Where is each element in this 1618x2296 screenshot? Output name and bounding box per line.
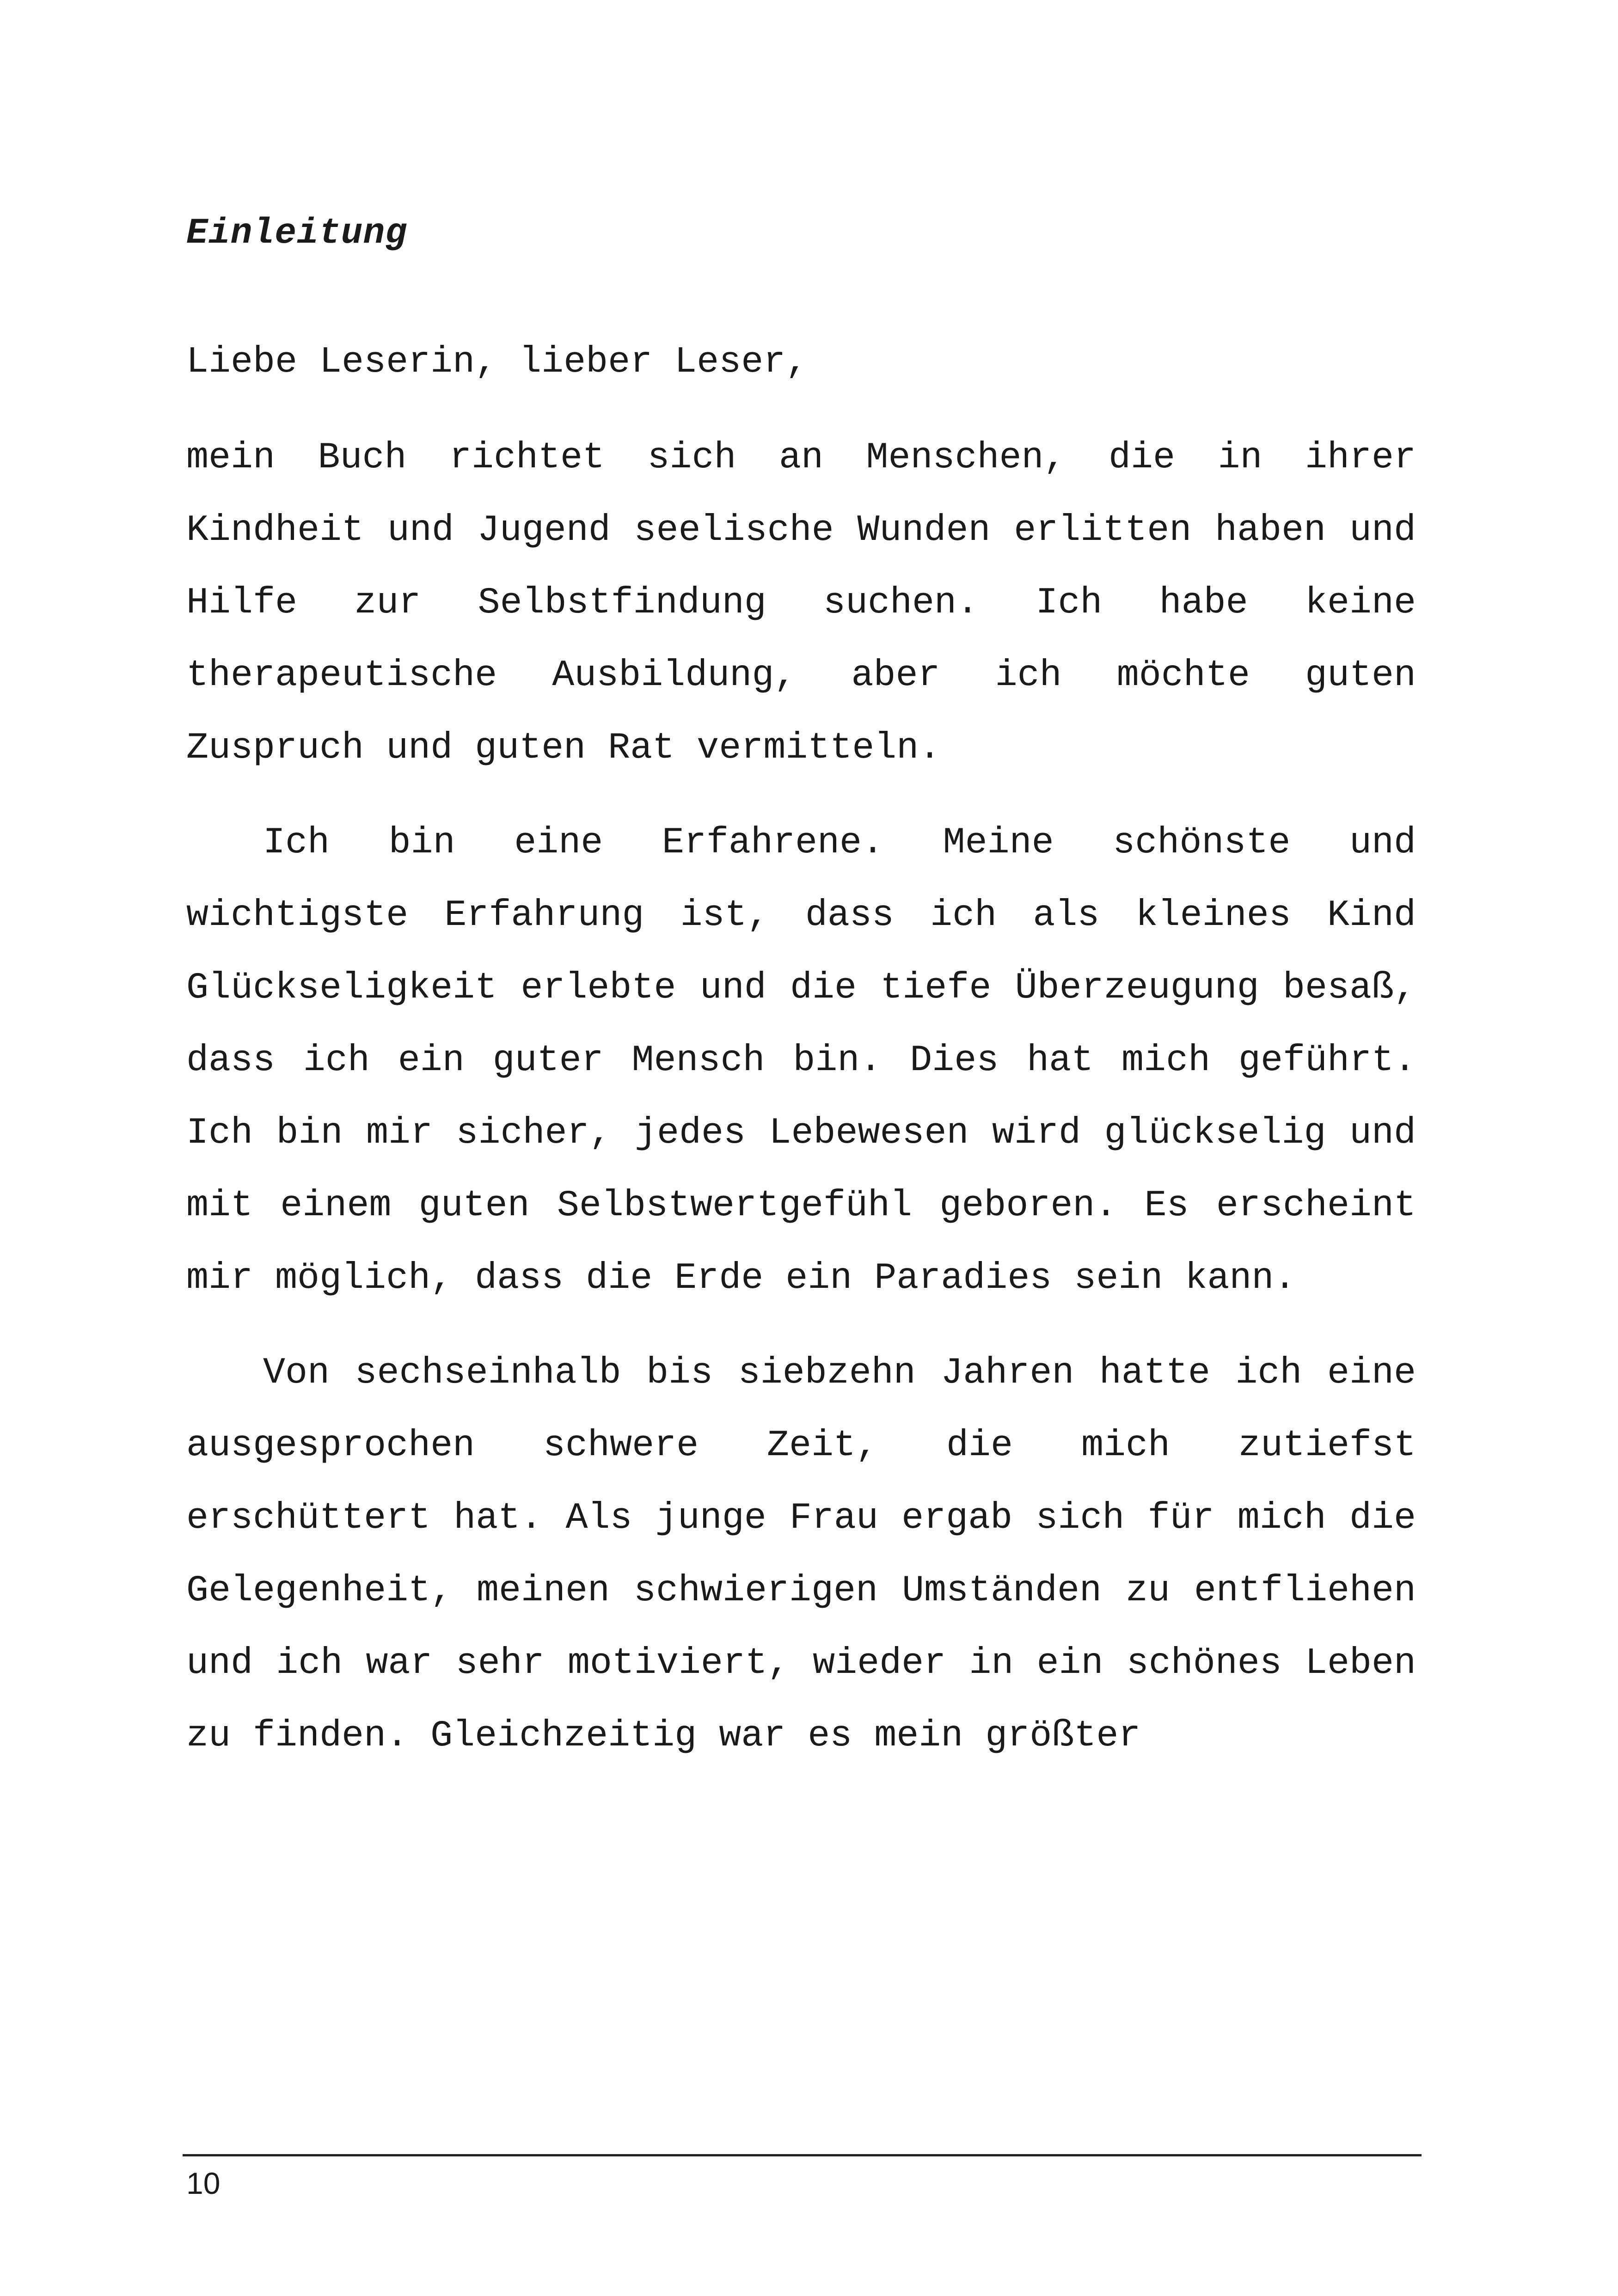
page-content	[186, 210, 1416, 1772]
paragraph-2: Ich bin eine Erfahrene. Meine schönste und wichtigste Erfahrung ist, dass ich als kleines Kind Glückseligkeit erlebte und die tiefe Überzeugung besaß, dass ich ein guter Mensch bin. Dies hat mich geführt. Ich bin mir sicher, jedes Lebewesen wird glückselig und mit einem guten Selbstwertgefühl geboren. Es erscheint mir möglich, dass die Erde ein Paradies sein kann.	[186, 822, 1416, 1299]
chapter-heading: Einleitung	[186, 213, 408, 254]
page-number: 10	[186, 2166, 221, 2200]
salutation: Liebe Leserin, lieber Leser,	[186, 341, 808, 383]
paragraph-1: mein Buch richtet sich an Menschen, die in ihrer Kindheit und Jugend seelische Wunden erlitten haben und Hilfe zur Selbstfindung suchen. Ich habe keine therapeutische Ausbildung, aber ich möchte guten Zuspruch und guten Rat vermitteln.	[186, 437, 1416, 769]
footer-divider	[183, 2154, 1422, 2156]
paragraph-3: Von sechseinhalb bis siebzehn Jahren hatte ich eine ausgesprochen schwere Zeit, die mich zutiefst erschüttert hat. Als junge Frau ergab sich für mich die Gelegenheit, meinen schwierigen Umständen zu entfliehen und ich war sehr motiviert, wieder in ein schönes Leben zu finden. Gleichzeitig war es mein größter	[186, 1352, 1416, 1757]
